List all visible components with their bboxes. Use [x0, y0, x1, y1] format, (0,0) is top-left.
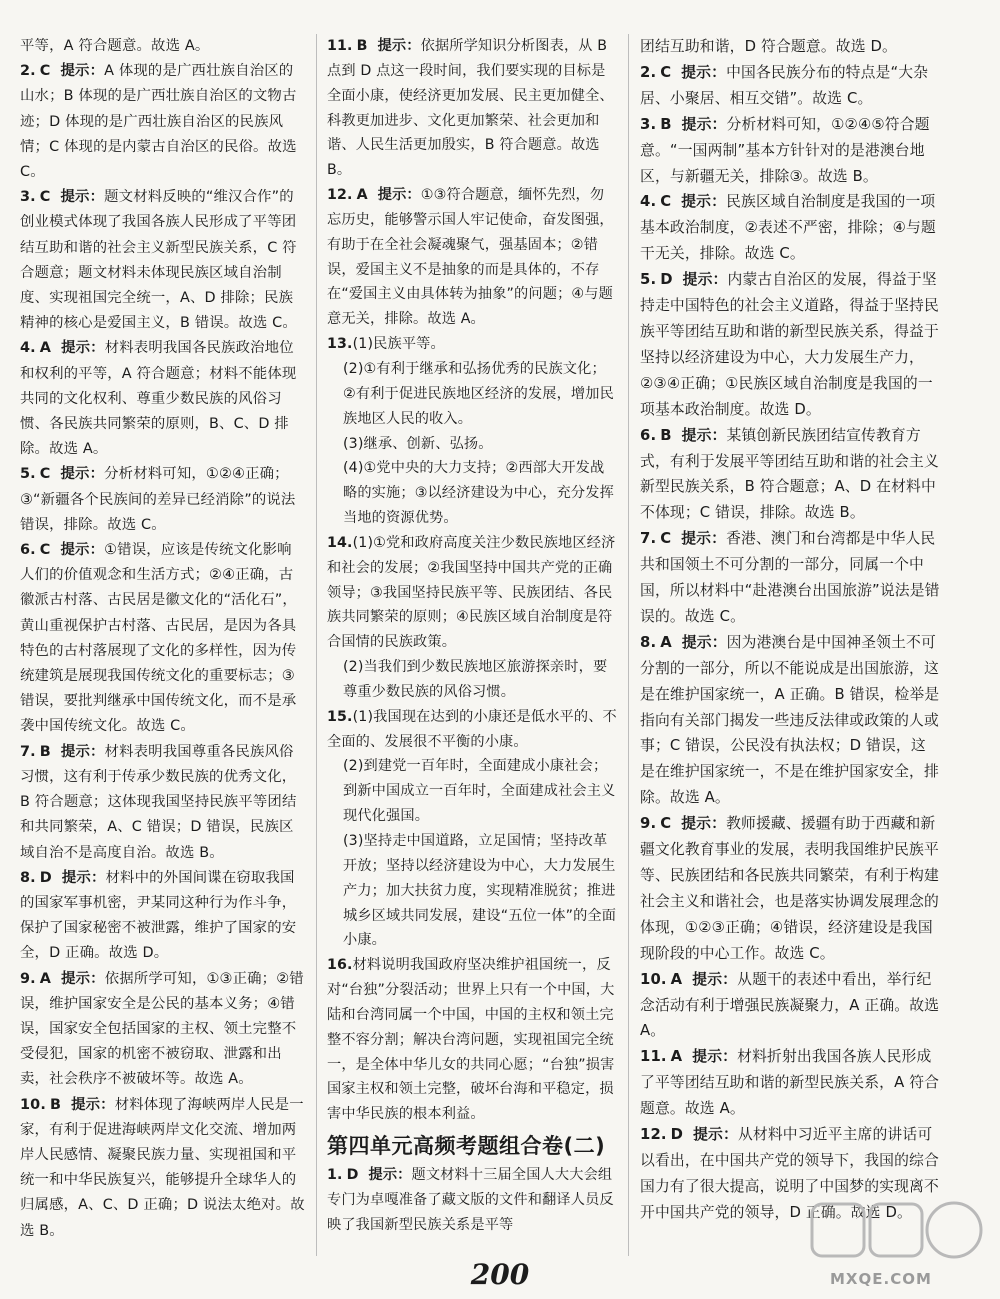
hint-label: 提示： [681, 530, 727, 548]
answer-subpart: (3)坚持走中国道路，立足国情；坚持改革开放；坚持以经济建设为中心，大力发展生产力；加大扶贫力度，实现精准脱贫；推进城乡区域共同发展，建设“五位一体”的全面小康。 [343, 833, 617, 949]
answer-subpart: (4)①党中央的大力支持；②西部大开发战略的实施；③以经济建设为中心，充分发挥当地的资源优势。 [343, 460, 614, 527]
explanation-text: (1)我国现在达到的小康还是低水平的、不全面的、发展很不平衡的小康。 [327, 708, 617, 750]
question-number: 10. [640, 970, 667, 988]
answer-choice: A [670, 970, 683, 988]
hint-label: 提示： [693, 1126, 738, 1144]
explanation-text: 材料表明我国尊重各民族风俗习惯，这有利于传承少数民族的优秀文化，B 符合题意；这体现我国坚持民族平等团结和共同繁荣，A、C 错误；D 错误，民族区域自治不是高度自治。故选 B。 [20, 743, 297, 861]
hint-label: 提示： [60, 542, 105, 559]
column-divider [628, 34, 629, 1256]
question-number: 9. [20, 970, 36, 987]
answer-choice: D [39, 869, 52, 886]
hint-label: 提示： [377, 38, 421, 54]
explanation-text: 内蒙古自治区的发展，得益于坚持走中国特色的社会主义道路，得益于坚持民族平等团结互助和谐的新型民族关系，得益于坚持以经济建设为中心，大力发展生产力，②③④正确；①民族区域自治制度是我国的一项基本政治制度。故选 D。 [640, 271, 939, 418]
hint-label: 提示： [681, 815, 727, 833]
explanation-text: 因为港澳台是中国神圣领土不可分割的一部分，所以不能说成是出国旅游，这是在维护国家统一，A 正确。B 错误，检举是指向有关部门揭发一些违反法律或政策的人或事；C 错误，公民没有执法权；D 错误，这是在维护国家统一，不是在维护国家安全，排除。故选 A。 [640, 633, 940, 807]
answer-item [20, 59, 306, 185]
answer-choice: A [39, 970, 52, 987]
answer-choice: C [39, 189, 51, 206]
answer-item [640, 811, 940, 966]
question-number: 11. [327, 38, 353, 54]
explanation-text: 某镇创新民族团结宣传教育方式，有利于发展平等团结互助和谐的社会主义新型民族关系，B 符合题意；A、D 在材料中不体现；C 错误，排除。故选 B。 [640, 426, 939, 522]
answer-subpart: (2)当我们到少数民族地区旅游探亲时，要尊重少数民族的风俗习惯。 [343, 659, 608, 700]
answer-item [640, 267, 940, 422]
answer-item [20, 538, 306, 740]
question-number: 8. [20, 869, 36, 886]
question-number: 1. [327, 1167, 343, 1184]
answer-choice: A [670, 1048, 683, 1066]
explanation-text: ①③符合题意，缅怀先烈，勿忘历史，能够警示国人牢记使命，奋发图强，有助于在全社会凝魂聚气，强基固本；②错误，爱国主义不是抽象的而是具体的，不存在“爱国主义由具体转为抽象”的问题；④与题意无关，排除。故选 A。 [327, 187, 614, 328]
answer-item [640, 423, 940, 527]
answer-item [640, 189, 940, 267]
question-number: 5. [640, 271, 657, 289]
hint-label: 提示： [681, 426, 727, 444]
explanation-text: 分析材料可知，①②④⑤符合题意。“一国两制”基本方针针对的是港澳台地区，与新疆无关，排除③。故选 B。 [640, 115, 930, 185]
answer-choice: C [39, 542, 51, 559]
question-number: 14. [327, 534, 353, 551]
question-number: 11. [640, 1048, 667, 1066]
question-number: 4. [640, 193, 657, 211]
answer-item [20, 1093, 306, 1244]
explanation-text: 从题干的表述中看出，举行纪念活动有利于增强民族凝聚力，A 正确。故选 A。 [640, 970, 940, 1040]
hint-label: 提示： [681, 115, 727, 133]
explanation-text: 题文材料十三届全国人大大会组专门为卓嘎准备了藏文版的文件和翻译人员反映了我国新型民族关系是平等 [327, 1167, 614, 1233]
answer-item [20, 462, 306, 538]
explanation-text: 分析材料可知，①②④正确；③“新疆各个民族间的差异已经消除”的说法错误，排除。故选 C。 [20, 466, 296, 533]
hint-label: 提示： [377, 187, 421, 204]
hint-label: 提示： [681, 193, 727, 211]
answer-item [20, 866, 306, 967]
answer-item [327, 332, 617, 357]
question-number: 2. [20, 63, 36, 80]
answer-item [327, 531, 617, 655]
hint-label: 提示： [60, 466, 105, 483]
explanation-text: 材料折射出我国各族人民形成了平等团结互助和谐的新型民族关系，A 符合题意。故选 A。 [640, 1048, 940, 1118]
hint-label: 提示： [692, 1048, 738, 1066]
column-right [640, 34, 940, 1226]
question-number: 8. [640, 633, 657, 651]
answer-subpart: (2)①有利于继承和弘扬优秀的民族文化；②有利于促进民族地区经济的发展，增加民族地区人民的收入。 [343, 360, 614, 427]
explanation-text: 从材料中习近平主席的讲话可以看出，在中国共产党的领导下，我国的综合国力有了很大提高，说明了中国梦的实现离不开中国共产党的领导，D 正确。故选 D。 [640, 1126, 939, 1221]
hint-label: 提示： [71, 1096, 115, 1113]
answer-choice: B [660, 426, 672, 444]
question-number: 16. [327, 957, 353, 974]
answer-choice: A [356, 187, 368, 204]
answer-choice: B [39, 743, 51, 760]
explanation-text: ①错误，应该是传统文化影响人们的价值观念和生活方式；②④正确，古徽派古村落、古民居是徽文化的“活化石”，黄山重视保护古村落、古民居，是因为各具特色的古村落展现了文化的多样性，因为传统建筑是展现我国传统文化的重要标志；③错误，要批判继承中国传统文化，而不是承袭中国传统文化。故选 C。 [20, 542, 297, 735]
answer-item [20, 336, 306, 462]
hint-label: 提示： [682, 271, 728, 289]
answer-item [640, 526, 940, 630]
hint-label: 提示： [692, 970, 738, 988]
explanation-text: A 体现的是广西壮族自治区的山水；B 体现的是广西壮族自治区的文物古迹；D 体现的是广西壮族自治区的民族风情；C 体现的是内蒙古自治区的民俗。故选 C。 [20, 63, 297, 181]
answer-item [640, 630, 940, 811]
answer-subpart: (3)继承、创新、弘扬。 [343, 435, 493, 452]
answer-choice: C [660, 193, 672, 211]
question-number: 5. [20, 466, 36, 483]
answer-choice: C [660, 815, 672, 833]
answer-choice: D [346, 1167, 359, 1184]
explanation-text: 依据所学知识分析图表，从 B 点到 D 点这一段时间，我们要实现的目标是全面小康，使经济更加发展、民主更加健全、科教更加进步、文化更加繁荣、社会更加和谐、人民生活更加殷实，B 符合题意。故选 B。 [327, 38, 614, 179]
hint-label: 提示： [681, 633, 727, 651]
answer-item [640, 1044, 940, 1122]
answer-item [640, 967, 940, 1045]
page-number: 200 [470, 1258, 530, 1291]
answer-item [640, 60, 940, 112]
hint-label: 提示： [60, 189, 105, 206]
answer-item [20, 185, 306, 336]
column-middle [327, 34, 617, 1238]
question-number: 9. [640, 815, 657, 833]
answer-choice: B [356, 38, 368, 54]
question-number: 2. [640, 63, 657, 81]
explanation-text: 材料体现了海峡两岸人民是一家，有利于促进海峡两岸文化交流、增加两岸人民感情、凝聚民族力量、实现祖国和平统一和中华民族复兴，能够提升全球华人的归属感，A、C、D 正确；D 说法太绝对。故选 B。 [20, 1096, 305, 1239]
column-left [20, 34, 306, 1244]
answer-choice: A [39, 340, 52, 357]
answer-choice: D [670, 1126, 684, 1144]
answer-choice: C [660, 63, 672, 81]
hint-label: 提示： [61, 869, 106, 886]
answer-choice: A [660, 633, 672, 651]
answer-choice: B [660, 115, 672, 133]
question-number: 12. [327, 187, 353, 204]
hint-label: 提示： [368, 1167, 412, 1184]
answer-item [327, 183, 617, 332]
explanation-text: (1)民族平等。 [352, 336, 445, 353]
hint-label: 提示： [60, 63, 105, 80]
hint-label: 提示： [681, 63, 727, 81]
answer-item [20, 740, 306, 866]
answer-choice: C [39, 466, 51, 483]
answer-choice: B [49, 1096, 62, 1113]
answer-choice: C [660, 530, 672, 548]
explanation-text: 教师援藏、援疆有助于西藏和新疆文化教育事业的发展，表明我国维护民族平等、民族团结和各民族共同繁荣，有利于构建社会主义和谐社会，也是落实协调发展理念的体现，①②③正确；④错误，经济建设是我国现阶段的中心工作。故选 C。 [640, 815, 939, 962]
question-number: 4. [20, 340, 36, 357]
explanation-text: 材料中的外国间谍在窃取我国的国家军事机密，尹某同这种行为作斗争，保护了国家秘密不被泄露，维护了国家的安全，D 正确。故选 D。 [20, 869, 297, 962]
explanation-text: 中国各民族分布的特点是“大杂居、小聚居、相互交错”。故选 C。 [640, 63, 929, 107]
answer-subpart: (2)到建党一百年时，全面建成小康社会；到新中国成立一百年时，全面建成社会主义现代化强国。 [343, 758, 616, 825]
answer-item [327, 705, 617, 755]
explanation-text: 题文材料反映的“维汉合作”的创业模式体现了我国各族人民形成了平等团结互助和谐的社会主义新型民族关系，C 符合题意；题文材料未体现民族区域自治制度、实现祖国完全统一，A、D 排除；民族精神的核心是爱国主义，B 错误。故选 C。 [20, 189, 297, 332]
hint-label: 提示： [61, 970, 105, 987]
answer-item [20, 967, 306, 1093]
answer-choice: C [39, 63, 51, 80]
column-divider [316, 34, 317, 1256]
answer-item [327, 1163, 617, 1238]
question-number: 7. [640, 530, 657, 548]
answer-continuation: 平等，A 符合题意。故选 A。 [20, 38, 210, 54]
answer-item [327, 34, 617, 183]
explanation-text: 材料说明我国政府坚决维护祖国统一，反对“台独”分裂活动；世界上只有一个中国，大陆和台湾同属一个中国，中国的主权和领土完整不容分割；解决台湾问题，实现祖国完全统一，是全体中华儿女的共同心愿；“台独”损害国家主权和领土完整，破坏台海和平稳定，损害中华民族的根本利益。 [327, 957, 615, 1123]
hint-label: 提示： [61, 340, 105, 357]
explanation-text: 依据所学可知，①③正确；②错误，维护国家安全是公民的基本义务；④错误，国家安全包括国家的主权、领土完整不受侵犯，国家的机密不被窃取、泄露和出卖，社会秩序不被破坏等。故选 A。 [20, 970, 304, 1088]
question-number: 15. [327, 708, 353, 725]
hint-label: 提示： [60, 743, 105, 760]
watermark-url: MXQE.COM [830, 1270, 932, 1288]
explanation-text: 民族区域自治制度是我国的一项基本政治制度，②表述不严密，排除；④与题干无关，排除。故选 C。 [640, 193, 936, 263]
question-number: 3. [640, 115, 657, 133]
section-title: 第四单元高频考题组合卷(二) [327, 1134, 606, 1159]
answer-continuation: 团结互助和谐，D 符合题意。故选 D。 [640, 38, 897, 55]
question-number: 12. [640, 1126, 667, 1144]
answer-choice: D [660, 271, 673, 289]
explanation-text: 材料表明我国各民族政治地位和权利的平等，A 符合题意；材料不能体现共同的文化权利、尊重少数民族的风俗习惯、各民族共同繁荣的原则，B、C、D 排除。故选 A。 [20, 340, 297, 458]
answer-item [640, 112, 940, 190]
question-number: 7. [20, 743, 36, 760]
question-number: 6. [20, 542, 36, 559]
explanation-text: (1)①党和政府高度关注少数民族地区经济和社会的发展；②我国坚持中国共产党的正确领导；③我国坚持民族平等、民族团结、各民族共同繁荣的原则；④民族区域自治制度是符合国情的民族政策。 [327, 534, 616, 651]
answer-item [327, 953, 617, 1127]
explanation-text: 香港、澳门和台湾都是中华人民共和国领土不可分割的一部分，同属一个中国，所以材料中“赴港澳台出国旅游”说法是错误的。故选 C。 [640, 530, 940, 625]
question-number: 6. [640, 426, 657, 444]
question-number: 3. [20, 189, 36, 206]
question-number: 10. [20, 1096, 46, 1113]
question-number: 13. [327, 336, 353, 353]
